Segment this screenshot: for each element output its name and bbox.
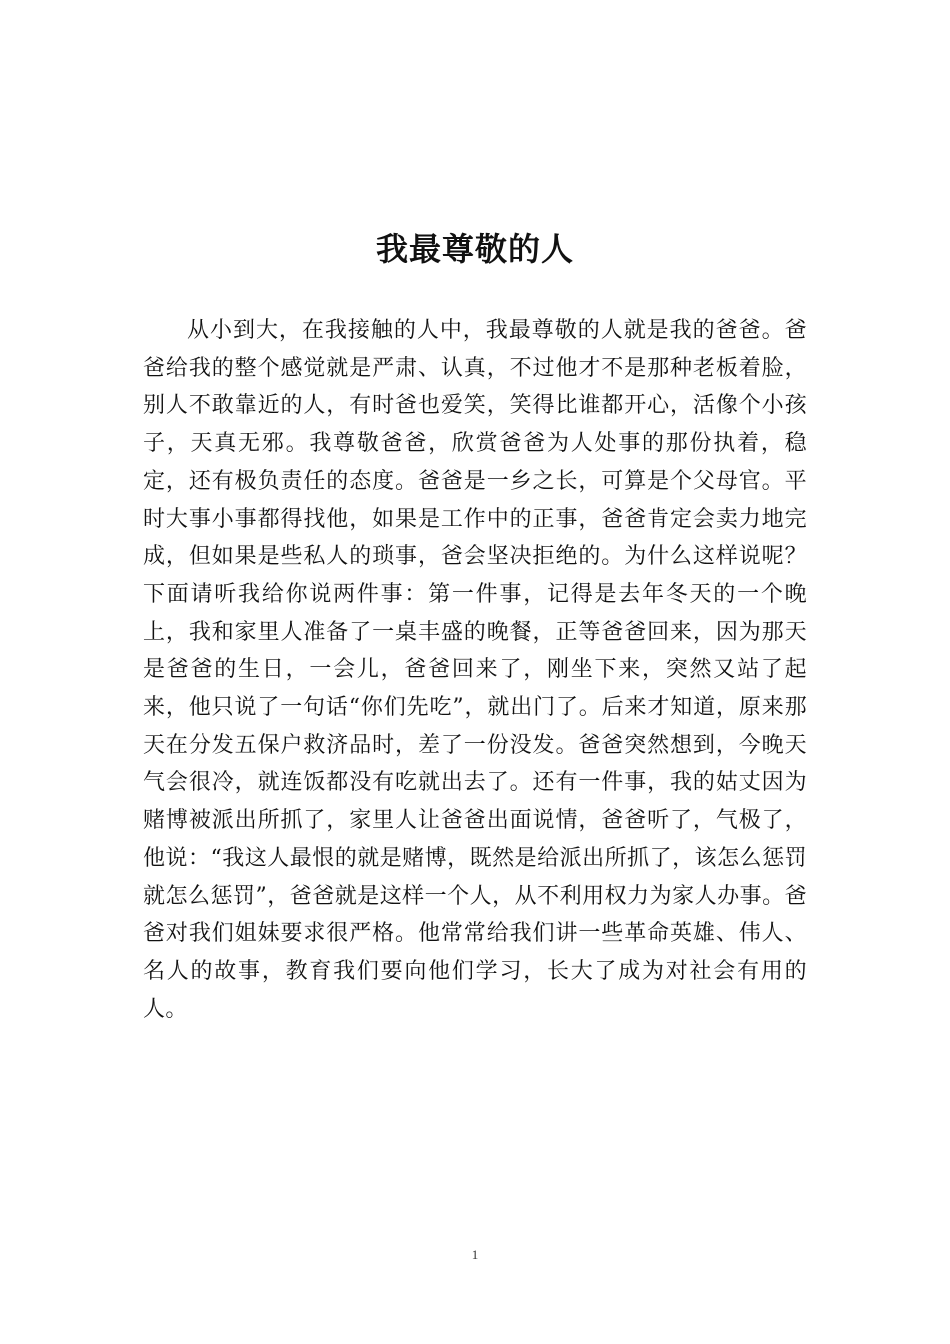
page-number: 1 (471, 1247, 479, 1262)
page-title: 我最尊敬的人 (375, 230, 574, 268)
essay-paragraph: 从小到大，在我接触的人中，我最尊敬的人就是我的爸爸。爸爸给我的整个感觉就是严肃、认真，不过他才不是那种老板着脸，别人不敢靠近的人，有时爸也爱笑，笑得比谁都开心，活像个小孩子，天真无邪。我尊敬爸爸，欣赏爸爸为人处事的那份执着，稳定，还有极负责任的态度。爸爸是一乡之长，可算是个父母官。平时大事小事都得找他，如果是工作中的正事，爸爸肯定会卖力地完成，但如果是些私人的琐事，爸会坚决拒绝的。为什么这样说呢？下面请听我给你说两件事：第一件事，记得是去年冬天的一个晚上，我和家里人准备了一桌丰盛的晚餐，正等爸爸回来，因为那天是爸爸的生日，一会儿，爸爸回来了，刚坐下来，突然又站了起来，他只说了一句话“你们先吃”，就出门了。后来才知道，原来那天在分发五保户救济品时，差了一份没发。爸爸突然想到，今晚天气会很冷，就连饭都没有吃就出去了。还有一件事，我的姑丈因为赌博被派出所抓了，家里人让爸爸出面说情，爸爸听了，气极了，他说：“我这人最恨的就是赌博，既然是给派出所抓了，该怎么惩罚就怎么惩罚”，爸爸就是这样一个人，从不利用权力为家人办事。爸爸对我们姐妹要求很严格。他常常给我们讲一些革命英雄、伟人、名人的故事，教育我们要向他们学习，长大了成为对社会有用的人。 (143, 318, 807, 1022)
